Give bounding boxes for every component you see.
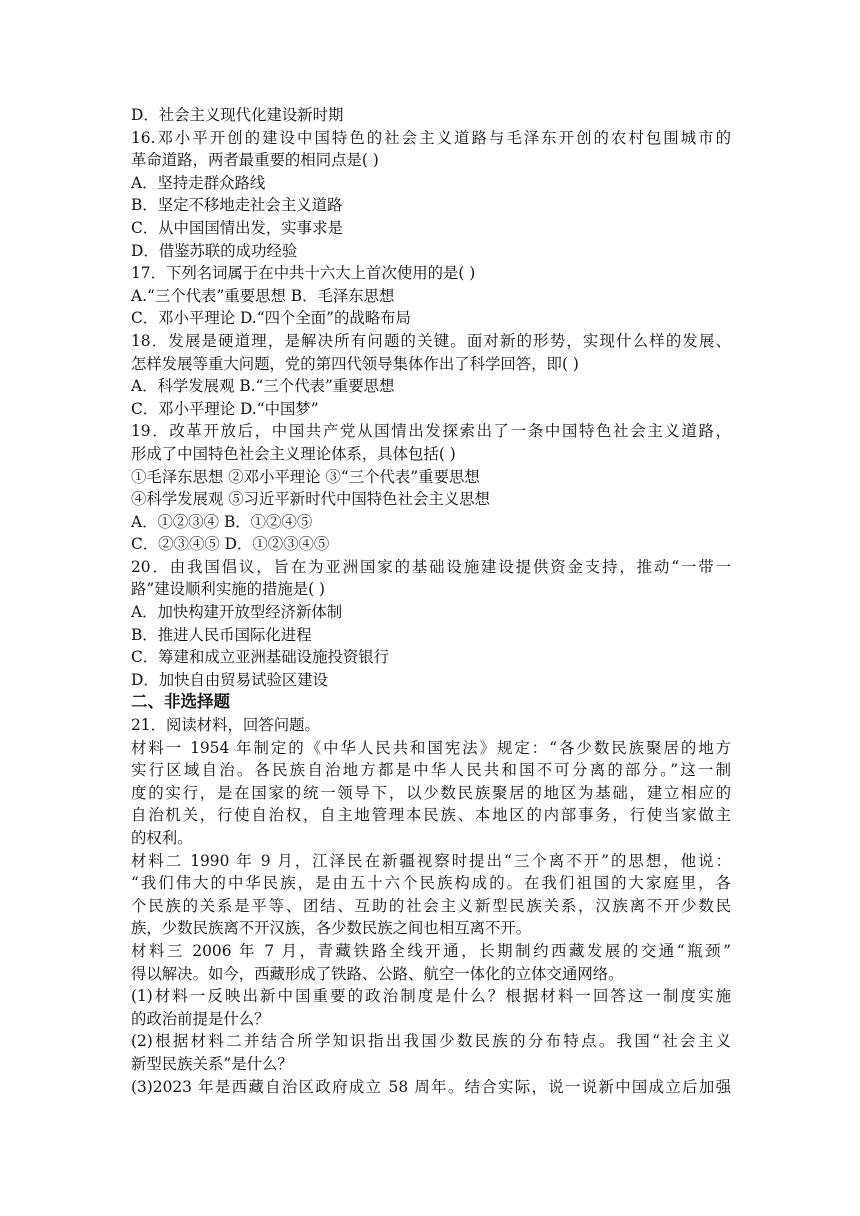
material-2-line-1: 材料二 1990 年 9 月，江泽民在新疆视察时提出“三个离不开”的思想，他说： [131, 851, 731, 870]
material-1-line-4: 自治机关，行使自治权，自主地管理本民族、本地区的内部事务，行使当家做主 [131, 806, 731, 825]
q20-option-c: C．筹建和成立亚洲基础设施投资银行 [131, 648, 390, 667]
question-19-line-1: 19．改革开放后，中国共产党从国情出发探索出了一条中国特色社会主义道路， [131, 422, 731, 441]
material-3-line-1: 材料三 2006 年 7 月，青藏铁路全线开通，长期制约西藏发展的交通“瓶颈” [131, 941, 731, 960]
option-d-line: D．社会主义现代化建设新时期 [131, 106, 344, 124]
q17-options-cd: C．邓小平理论 D.“四个全面”的战略布局 [131, 309, 411, 328]
sub-question-3-line-1: (3)2023 年是西藏自治区政府成立 58 周年。结合实际，说一说新中国成立后加强 [131, 1077, 731, 1096]
material-2-line-2: “我们伟大的中华民族，是由五十六个民族构成的。在我们祖国的大家庭里，各 [131, 874, 731, 893]
material-2-line-3: 个民族的关系是平等、团结、互助的社会主义新型民族关系，汉族离不开少数民 [131, 896, 731, 915]
q19-items-4-5: ④科学发展观 ⑤习近平新时代中国特色社会主义思想 [131, 490, 490, 509]
question-20-line-2: 路”建设顺利实施的措施是( ) [131, 580, 326, 599]
material-1-line-1: 材料一 1954 年制定的《中华人民共和国宪法》规定：“各少数民族聚居的地方 [131, 738, 731, 757]
material-2-line-4: 族，少数民族离不开汉族，各少数民族之间也相互离不开。 [131, 919, 532, 938]
document-body [131, 104, 731, 1098]
question-19-line-2: 形成了中国特色社会主义理论体系，具体包括( ) [131, 444, 456, 463]
question-17: 17．下列名词属于在中共十六大上首次使用的是( ) [131, 264, 476, 283]
sub-question-1-line-1: (1)材料一反映出新中国重要的政治制度是什么？根据材料一回答这一制度实施 [131, 987, 731, 1006]
q20-option-a: A．加快构建开放型经济新体制 [131, 603, 343, 622]
question-16-line-1: 16.邓小平开创的建设中国特色的社会主义道路与毛泽东开创的农村包围城市的 [131, 128, 731, 147]
q16-option-b: B．坚定不移地走社会主义道路 [131, 196, 343, 215]
q16-option-c: C．从中国国情出发，实事求是 [131, 218, 343, 237]
section-heading-non-choice: 二、非选择题 [131, 692, 230, 712]
q19-options-ab: A．①②③④ B．①②④⑤ [131, 512, 313, 531]
sub-question-2-line-1: (2)根据材料二并结合所学知识指出我国少数民族的分布特点。我国“社会主义 [131, 1032, 731, 1051]
material-1-line-2: 实行区域自治。各民族自治地方都是中华人民共和国不可分离的部分。”这一制 [131, 761, 731, 780]
q20-option-b: B．推进人民币国际化进程 [131, 625, 312, 644]
material-3-line-2: 得以解决。如今，西藏形成了铁路、公路、航空一体化的立体交通网络。 [131, 964, 624, 983]
q16-option-a: A．坚持走群众路线 [131, 173, 266, 192]
q19-items-1-3: ①毛泽东思想 ②邓小平理论 ③“三个代表”重要思想 [131, 467, 480, 486]
question-21: 21．阅读材料，回答问题。 [131, 716, 320, 735]
material-1-line-3: 度的实行，是在国家的统一领导下，以少数民族聚居的地区为基础，建立相应的 [131, 783, 731, 802]
q20-option-d: D．加快自由贸易试验区建设 [131, 670, 329, 689]
q19-options-cd: C．②③④⑤ D．①②③④⑤ [131, 535, 330, 554]
q18-options-ab: A．科学发展观 B.“三个代表”重要思想 [131, 377, 395, 396]
q18-options-cd: C．邓小平理论 D.“中国梦” [131, 399, 319, 418]
material-1-line-5: 的权利。 [131, 829, 193, 847]
q16-option-d: D．借鉴苏联的成功经验 [131, 241, 298, 260]
question-18-line-1: 18．发展是硬道理，是解决所有问题的关键。面对新的形势，实现什么样的发展、 [131, 331, 731, 350]
sub-question-2-line-2: 新型民族关系”是什么？ [131, 1054, 293, 1073]
question-18-line-2: 怎样发展等重大问题，党的第四代领导集体作出了科学回答，即( ) [131, 354, 579, 373]
q17-options-ab: A.“三个代表”重要思想 B．毛泽东思想 [131, 286, 395, 305]
question-20-line-1: 20．由我国倡议，旨在为亚洲国家的基础设施建设提供资金支持，推动“一带一 [131, 557, 731, 576]
sub-question-1-line-2: 的政治前提是什么？ [131, 1009, 270, 1028]
question-16-line-2: 革命道路，两者最重要的相同点是( ) [131, 151, 379, 170]
